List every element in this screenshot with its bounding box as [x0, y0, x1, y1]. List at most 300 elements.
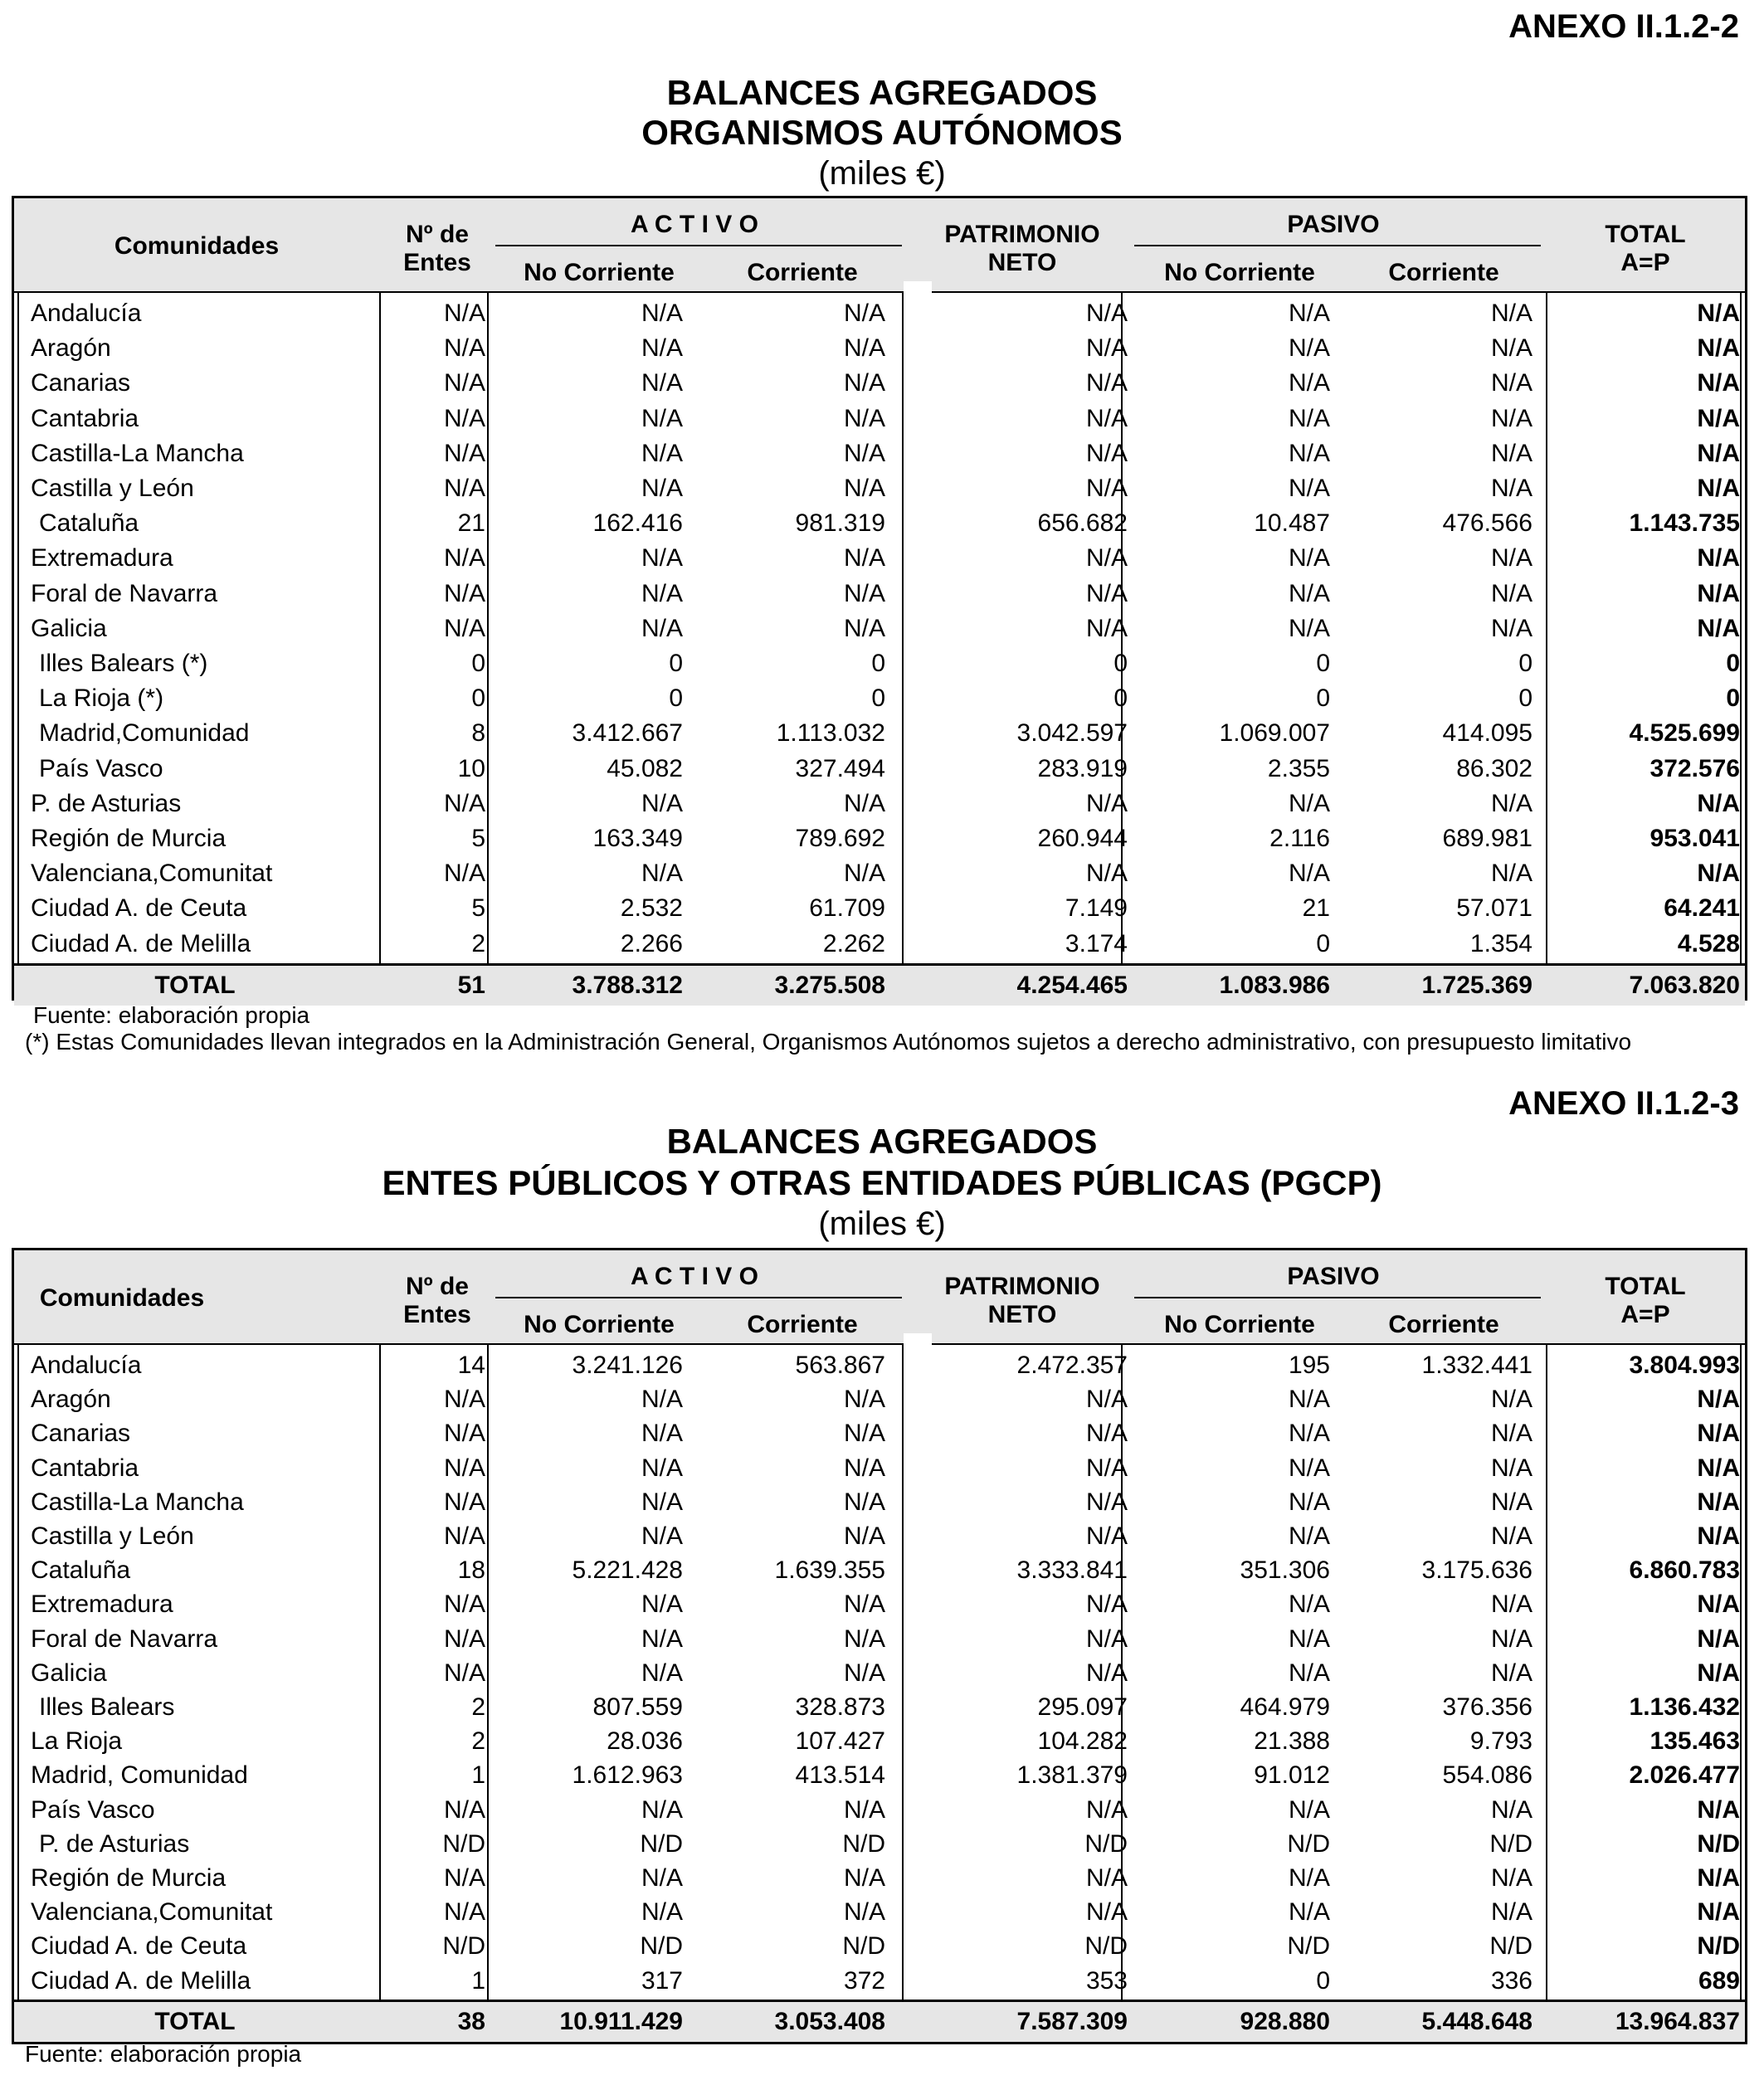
cell-value: 0: [1113, 650, 1128, 677]
header-group-rule: [495, 245, 902, 246]
cell-value: N/A: [1490, 369, 1533, 397]
row-label: Andalucía: [31, 1352, 142, 1379]
cell-value: 3.412.667: [572, 719, 683, 748]
cell-value: N/D: [842, 1829, 885, 1858]
row-label: P. de Asturias: [39, 1829, 190, 1858]
cell-value: N/A: [1697, 334, 1740, 363]
header-pasivo: PASIVO: [1287, 211, 1380, 238]
row-label: Extremadura: [31, 1590, 173, 1619]
cell-value: N/A: [843, 1659, 885, 1687]
cell-value: 18: [457, 1556, 485, 1585]
cell-value: N/D: [442, 1829, 485, 1858]
row-label: Andalucía: [31, 300, 142, 327]
cell-value: N/A: [1697, 1488, 1740, 1516]
cell-value: N/A: [843, 1386, 885, 1414]
cell-value: N/A: [1697, 1864, 1740, 1892]
cell-value: N/D: [640, 1829, 683, 1858]
header-patrimonio: PATRIMONIO: [944, 221, 1100, 248]
cell-value: N/A: [641, 1625, 683, 1653]
cell-value: N/A: [1490, 475, 1533, 502]
cell-value: N/A: [641, 544, 683, 572]
table-row: [14, 541, 1745, 576]
cell-value: N/D: [1084, 1829, 1128, 1858]
cell-value: 6.860.783: [1629, 1556, 1740, 1585]
table-title-line-2: ORGANISMOS AUTÓNOMOS: [641, 113, 1123, 152]
cell-value: 3.241.126: [572, 1352, 683, 1379]
cell-value: 351.306: [1240, 1556, 1330, 1585]
cell-value: N/A: [443, 544, 485, 572]
cell-value: N/A: [1697, 1898, 1740, 1927]
table-row: [14, 821, 1745, 856]
cell-value: N/A: [641, 369, 683, 397]
row-label: Castilla-La Mancha: [31, 1488, 244, 1516]
cell-value: N/A: [1288, 439, 1330, 467]
cell-value: N/A: [1697, 544, 1740, 572]
total-value: 1.083.986: [1219, 971, 1330, 999]
cell-value: N/A: [1288, 544, 1330, 572]
source-note: Fuente: elaboración propia: [25, 2041, 302, 2067]
cell-value: N/A: [843, 579, 885, 607]
cell-value: N/A: [1085, 614, 1128, 642]
cell-value: N/A: [1697, 1795, 1740, 1824]
cell-value: N/A: [1288, 1386, 1330, 1414]
cell-value: N/A: [1697, 1454, 1740, 1482]
unit-label: (miles €): [818, 1206, 946, 1242]
header-corriente: Corriente: [747, 1311, 858, 1338]
cell-value: N/A: [443, 439, 485, 467]
cell-value: N/A: [641, 1659, 683, 1687]
cell-value: N/A: [443, 1488, 485, 1516]
row-label: Canarias: [31, 1420, 131, 1448]
cell-value: 8: [471, 719, 485, 748]
cell-value: N/A: [1085, 334, 1128, 363]
cell-value: N/A: [1697, 439, 1740, 467]
table-row: [14, 577, 1745, 611]
cell-value: N/D: [1287, 1829, 1330, 1858]
cell-value: N/A: [443, 369, 485, 397]
cell-value: 327.494: [795, 754, 885, 782]
header-group-rule: [495, 1297, 902, 1298]
cell-value: 0: [1316, 1966, 1330, 1995]
cell-value: 195: [1288, 1352, 1330, 1379]
table-row: [14, 927, 1745, 962]
cell-value: N/A: [641, 1795, 683, 1824]
row-label: Foral de Navarra: [31, 579, 218, 607]
row-label: Castilla y León: [31, 1522, 194, 1550]
cell-value: 328.873: [795, 1693, 885, 1721]
cell-value: N/A: [843, 1454, 885, 1482]
cell-value: N/A: [641, 1522, 683, 1550]
balance-table: [12, 196, 1747, 1001]
cell-value: N/A: [843, 1898, 885, 1927]
cell-value: N/D: [1287, 1932, 1330, 1961]
cell-value: 3.042.597: [1016, 719, 1128, 748]
cell-value: N/A: [843, 1625, 885, 1653]
cell-value: 7.149: [1065, 894, 1128, 923]
header-activo: A C T I V O: [631, 1263, 758, 1290]
header-total: TOTAL: [1605, 1273, 1686, 1300]
cell-value: N/A: [443, 1898, 485, 1927]
cell-value: N/A: [843, 1864, 885, 1892]
cell-value: 0: [1316, 929, 1330, 957]
row-label: Valenciana,Comunitat: [31, 860, 273, 888]
cell-value: 2: [471, 929, 485, 957]
total-value: 3.053.408: [774, 2007, 885, 2035]
cell-value: N/D: [442, 1932, 485, 1961]
cell-value: N/A: [1490, 1795, 1533, 1824]
cell-value: N/A: [843, 1522, 885, 1550]
cell-value: N/A: [1490, 579, 1533, 607]
header-gap: [904, 281, 932, 293]
cell-value: N/A: [1490, 1522, 1533, 1550]
table-row: [14, 1656, 1745, 1691]
cell-value: N/A: [1697, 579, 1740, 607]
total-value: 13.964.837: [1615, 2007, 1740, 2035]
cell-value: N/D: [1489, 1932, 1533, 1961]
total-value: 928.880: [1240, 2007, 1330, 2035]
cell-value: N/A: [1085, 300, 1128, 327]
table-row: [14, 646, 1745, 681]
cell-value: N/A: [1490, 1659, 1533, 1687]
cell-value: N/A: [1490, 334, 1533, 363]
cell-value: 1.612.963: [572, 1761, 683, 1790]
cell-value: N/A: [843, 789, 885, 817]
cell-value: N/A: [443, 1454, 485, 1482]
cell-value: 1.354: [1469, 929, 1533, 957]
cell-value: N/D: [1697, 1932, 1740, 1961]
row-label: Ciudad A. de Ceuta: [31, 894, 247, 923]
cell-value: N/A: [641, 1488, 683, 1516]
cell-value: N/A: [1288, 1864, 1330, 1892]
header-n-entes: Nº de: [406, 1273, 469, 1300]
cell-value: N/A: [1288, 860, 1330, 888]
row-label: La Rioja: [31, 1727, 123, 1756]
footnote: (*) Estas Comunidades llevan integrados en la Administración General, Organismos Autónomos sujetos a derecho administrativo, con presupuesto limitativo: [25, 1029, 1632, 1055]
cell-value: N/A: [1085, 1420, 1128, 1448]
cell-value: 2.266: [620, 929, 683, 957]
cell-value: N/A: [1697, 475, 1740, 502]
cell-value: N/A: [443, 1590, 485, 1619]
cell-value: N/A: [443, 1795, 485, 1824]
cell-value: N/A: [1085, 544, 1128, 572]
header-no-corriente: No Corriente: [524, 259, 675, 286]
header-patrimonio: NETO: [987, 1301, 1057, 1328]
cell-value: N/A: [1288, 789, 1330, 817]
cell-value: N/A: [1697, 614, 1740, 642]
cell-value: N/A: [1697, 369, 1740, 397]
cell-value: N/A: [1490, 1898, 1533, 1927]
total-value: 7.063.820: [1629, 971, 1740, 999]
cell-value: N/A: [443, 579, 485, 607]
cell-value: 689.981: [1442, 825, 1533, 852]
table-row: [14, 856, 1745, 891]
row-label: Aragón: [31, 1386, 111, 1414]
total-value: 5.448.648: [1421, 2007, 1533, 2035]
table-header: [14, 198, 1745, 293]
cell-value: N/A: [1697, 1386, 1740, 1414]
cell-value: 14: [457, 1352, 485, 1379]
table-row: [14, 1964, 1745, 1999]
cell-value: 0: [471, 684, 485, 713]
row-label: País Vasco: [31, 1795, 155, 1824]
cell-value: N/A: [443, 1522, 485, 1550]
cell-value: N/A: [1697, 789, 1740, 817]
cell-value: N/A: [443, 1386, 485, 1414]
header-no-corriente: No Corriente: [524, 1311, 675, 1338]
cell-value: N/A: [1288, 369, 1330, 397]
cell-value: N/A: [641, 789, 683, 817]
cell-value: N/D: [640, 1932, 683, 1961]
row-label: Illes Balears (*): [39, 650, 208, 677]
cell-value: 0: [1316, 650, 1330, 677]
table-row: [14, 1827, 1745, 1862]
header-gap: [904, 1333, 932, 1345]
cell-value: N/A: [1288, 404, 1330, 432]
cell-value: 2.262: [822, 929, 885, 957]
header-no-corriente: No Corriente: [1164, 1311, 1315, 1338]
header-corriente: Corriente: [747, 259, 858, 286]
total-value: 3.788.312: [572, 971, 683, 999]
cell-value: N/A: [1288, 579, 1330, 607]
cell-value: N/A: [1085, 1590, 1128, 1619]
cell-value: N/A: [843, 1590, 885, 1619]
row-label: Madrid, Comunidad: [31, 1761, 248, 1790]
table-title-line-1: BALANCES AGREGADOS: [666, 73, 1098, 112]
table-row: [14, 331, 1745, 366]
cell-value: N/A: [1288, 1454, 1330, 1482]
cell-value: N/A: [843, 475, 885, 502]
table-row: [14, 1758, 1745, 1793]
cell-value: 1.143.735: [1629, 509, 1740, 538]
cell-value: N/A: [1085, 475, 1128, 502]
cell-value: N/A: [641, 579, 683, 607]
cell-value: 1.069.007: [1219, 719, 1330, 748]
cell-value: 2: [471, 1727, 485, 1756]
row-label: La Rioja (*): [39, 684, 164, 713]
cell-value: N/A: [1085, 1864, 1128, 1892]
cell-value: N/A: [1490, 1386, 1533, 1414]
header-activo: A C T I V O: [631, 211, 758, 238]
cell-value: N/A: [843, 614, 885, 642]
cell-value: N/A: [641, 1864, 683, 1892]
cell-value: 0: [871, 684, 885, 713]
cell-value: 10: [457, 754, 485, 782]
row-label: Galicia: [31, 1659, 107, 1687]
cell-value: 413.514: [795, 1761, 885, 1790]
cell-value: N/A: [443, 1420, 485, 1448]
cell-value: 2.026.477: [1629, 1761, 1740, 1790]
cell-value: N/A: [443, 1625, 485, 1653]
header-no-corriente: No Corriente: [1164, 259, 1315, 286]
cell-value: 1: [471, 1966, 485, 1995]
cell-value: 656.682: [1037, 509, 1128, 538]
cell-value: N/A: [1697, 1625, 1740, 1653]
cell-value: 563.867: [795, 1352, 885, 1379]
table-row: [14, 1519, 1745, 1554]
cell-value: N/A: [641, 1386, 683, 1414]
cell-value: 10.487: [1254, 509, 1330, 538]
cell-value: 1.639.355: [774, 1556, 885, 1585]
cell-value: 2.116: [1269, 825, 1330, 852]
cell-value: N/A: [1085, 1898, 1128, 1927]
cell-value: N/A: [641, 860, 683, 888]
cell-value: N/A: [1490, 1590, 1533, 1619]
cell-value: N/A: [843, 860, 885, 888]
cell-value: 107.427: [795, 1727, 885, 1756]
header-corriente: Corriente: [1388, 259, 1499, 286]
cell-value: 45.082: [607, 754, 683, 782]
cell-value: N/A: [843, 334, 885, 363]
cell-value: N/D: [1697, 1829, 1740, 1858]
cell-value: 3.174: [1065, 929, 1128, 957]
cell-value: N/A: [443, 475, 485, 502]
header-n-entes: Nº de: [406, 221, 469, 248]
total-label: TOTAL: [154, 971, 236, 999]
cell-value: 0: [1726, 684, 1740, 713]
cell-value: 0: [669, 684, 683, 713]
row-label: País Vasco: [39, 754, 163, 782]
header-patrimonio: NETO: [987, 249, 1057, 276]
cell-value: 28.036: [607, 1727, 683, 1756]
table-row: [14, 1587, 1745, 1622]
row-label: Ciudad A. de Melilla: [31, 1966, 251, 1995]
table-row: [14, 1348, 1745, 1383]
total-row: [14, 2000, 1745, 2042]
header-total: A=P: [1620, 249, 1670, 276]
table-row: [14, 891, 1745, 926]
balance-table: [12, 1248, 1747, 2044]
cell-value: N/D: [842, 1932, 885, 1961]
cell-value: N/D: [1084, 1932, 1128, 1961]
cell-value: 64.241: [1664, 894, 1740, 923]
cell-value: 353: [1085, 1966, 1128, 1995]
cell-value: 336: [1490, 1966, 1533, 1995]
cell-value: N/A: [1490, 300, 1533, 327]
cell-value: N/A: [641, 300, 683, 327]
row-label: Canarias: [31, 369, 131, 397]
table-row: [14, 716, 1745, 751]
header-corriente: Corriente: [1388, 1311, 1499, 1338]
cell-value: N/A: [443, 404, 485, 432]
cell-value: N/D: [1489, 1829, 1533, 1858]
header-total: A=P: [1620, 1301, 1670, 1328]
cell-value: N/A: [843, 544, 885, 572]
cell-value: 260.944: [1037, 825, 1128, 852]
cell-value: 5: [471, 894, 485, 923]
cell-value: N/A: [1085, 1522, 1128, 1550]
row-label: Extremadura: [31, 544, 173, 572]
cell-value: N/A: [641, 1420, 683, 1448]
cell-value: N/A: [1288, 1420, 1330, 1448]
total-label: TOTAL: [154, 2007, 236, 2035]
cell-value: N/A: [843, 1488, 885, 1516]
cell-value: N/A: [1490, 860, 1533, 888]
cell-value: 464.979: [1240, 1693, 1330, 1721]
cell-value: N/A: [1490, 439, 1533, 467]
total-value: 1.725.369: [1421, 971, 1533, 999]
cell-value: 372.576: [1649, 754, 1740, 782]
cell-value: N/A: [1288, 1488, 1330, 1516]
cell-value: N/A: [1085, 404, 1128, 432]
cell-value: N/A: [1288, 1795, 1330, 1824]
cell-value: 163.349: [592, 825, 683, 852]
header-total: TOTAL: [1605, 221, 1686, 248]
cell-value: 21: [1302, 894, 1330, 923]
cell-value: N/A: [443, 300, 485, 327]
cell-value: N/A: [1490, 404, 1533, 432]
table-row: [14, 787, 1745, 821]
cell-value: N/A: [1085, 860, 1128, 888]
cell-value: 21: [457, 509, 485, 538]
cell-value: N/A: [1697, 1590, 1740, 1619]
cell-value: 4.525.699: [1629, 719, 1740, 748]
cell-value: 283.919: [1037, 754, 1128, 782]
cell-value: N/A: [1288, 475, 1330, 502]
cell-value: N/A: [1490, 1488, 1533, 1516]
cell-value: N/A: [1288, 1898, 1330, 1927]
table-row: [14, 436, 1745, 471]
row-label: Castilla y León: [31, 475, 194, 502]
table-row: [14, 366, 1745, 401]
row-label: Región de Murcia: [31, 1864, 227, 1892]
cell-value: 1.381.379: [1016, 1761, 1128, 1790]
cell-value: N/A: [843, 439, 885, 467]
cell-value: N/A: [1085, 1795, 1128, 1824]
cell-value: 2.355: [1267, 754, 1330, 782]
cell-value: 2.472.357: [1016, 1352, 1128, 1379]
table-row: [14, 1724, 1745, 1759]
cell-value: N/A: [1697, 1522, 1740, 1550]
cell-value: 476.566: [1442, 509, 1533, 538]
row-label: Foral de Navarra: [31, 1625, 218, 1653]
cell-value: 3.175.636: [1421, 1556, 1533, 1585]
cell-value: N/A: [843, 1420, 885, 1448]
table-row: [14, 611, 1745, 646]
cell-value: 162.416: [592, 509, 683, 538]
annex-label: ANEXO II.1.2-3: [1508, 1085, 1739, 1122]
cell-value: 0: [1113, 684, 1128, 713]
header-n-entes: Entes: [403, 1301, 471, 1328]
cell-value: N/A: [1085, 369, 1128, 397]
source-note: Fuente: elaboración propia: [33, 1002, 310, 1028]
cell-value: N/A: [1288, 334, 1330, 363]
cell-value: N/A: [1490, 789, 1533, 817]
total-value: 4.254.465: [1016, 971, 1128, 999]
row-label: Cataluña: [31, 1556, 131, 1585]
total-value: 3.275.508: [774, 971, 885, 999]
cell-value: 5: [471, 825, 485, 852]
cell-value: 9.793: [1469, 1727, 1533, 1756]
table-row: [14, 1895, 1745, 1930]
table-row: [14, 1622, 1745, 1657]
cell-value: 3.804.993: [1629, 1352, 1740, 1379]
cell-value: 376.356: [1442, 1693, 1533, 1721]
annex-label: ANEXO II.1.2-2: [1508, 8, 1739, 45]
cell-value: N/A: [1490, 614, 1533, 642]
table-title-line-1: BALANCES AGREGADOS: [666, 1122, 1098, 1161]
cell-value: N/A: [443, 334, 485, 363]
cell-value: N/A: [1085, 1488, 1128, 1516]
cell-value: N/A: [1288, 1522, 1330, 1550]
row-label: Madrid,Comunidad: [39, 719, 250, 748]
cell-value: 3.333.841: [1016, 1556, 1128, 1585]
cell-value: N/A: [1490, 1625, 1533, 1653]
total-value: 7.587.309: [1016, 2007, 1128, 2035]
total-value: 10.911.429: [559, 2007, 683, 2035]
cell-value: 135.463: [1649, 1727, 1740, 1756]
table-row: [14, 1451, 1745, 1486]
cell-value: N/A: [843, 1795, 885, 1824]
